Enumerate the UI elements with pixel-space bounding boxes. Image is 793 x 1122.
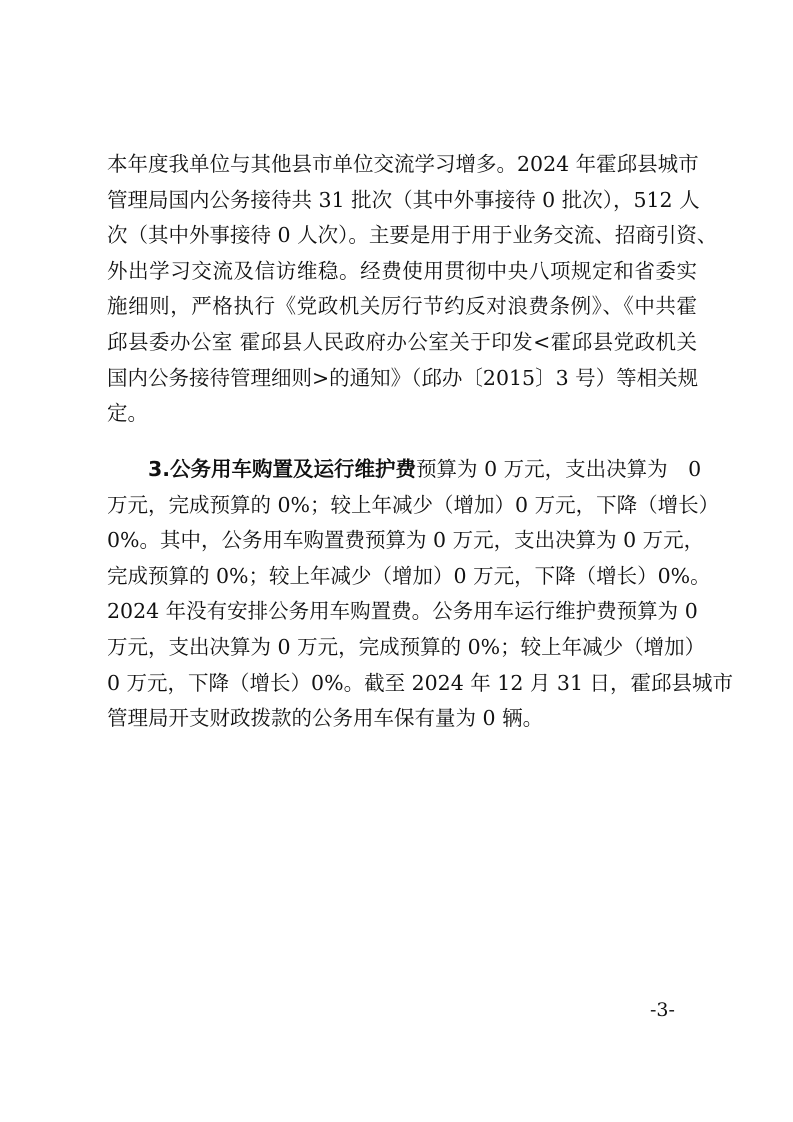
text-line: 外出学习交流及信访维稳。经费使用贯彻中央八项规定和省委实 <box>107 258 697 283</box>
text-line: 次（其中外事接待 0 人次）。主要是用于用于业务交流、招商引资、 <box>107 223 718 248</box>
page-number: -3- <box>650 999 675 1021</box>
text-line: 施细则，严格执行《党政机关厉行节约反对浪费条例》、《中共霍 <box>107 294 697 319</box>
text-line: 定。 <box>107 401 148 426</box>
text-line: 本年度我单位与其他县市单位交流学习增多。2024 年霍邱县城市 <box>107 152 699 176</box>
text-line: 完成预算的 0%；较上年减少（增加）0 万元，下降（增长）0%。 <box>107 563 711 588</box>
text-line: 2024 年没有安排公务用车购置费。公务用车运行维护费预算为 0 <box>107 599 698 624</box>
paragraph-reception-expenses <box>107 147 718 432</box>
text-line: 管理局国内公务接待共 31 批次（其中外事接待 0 批次），512 人 <box>107 187 700 212</box>
text-line: 0%。其中，公务用车购置费预算为 0 万元，支出决算为 0 万元， <box>107 528 705 553</box>
text-line: 邱县委办公室 霍邱县人民政府办公室关于印发<霍邱县党政机关 <box>107 329 697 354</box>
text-line: 万元，完成预算的 0%；较上年减少（增加）0 万元，下降（增长） <box>107 492 720 517</box>
paragraph-vehicle-expenses <box>107 452 734 737</box>
text-line-rest: 预算为 0 万元，支出决算为 0 <box>416 457 702 481</box>
text-line: 管理局开支财政拨款的公务用车保有量为 0 辆。 <box>107 706 544 731</box>
text-line: 万元，支出决算为 0 万元，完成预算的 0%；较上年减少（增加） <box>107 634 706 659</box>
section-heading: 3.公务用车购置及运行维护费 <box>148 457 417 481</box>
text-line-first <box>107 452 702 488</box>
text-line: 0 万元，下降（增长）0%。截至 2024 年 12 月 31 日，霍邱县城市 <box>107 670 734 695</box>
text-line: 国内公务接待管理细则>的通知》（邱办〔2015〕3 号）等相关规 <box>107 365 699 390</box>
